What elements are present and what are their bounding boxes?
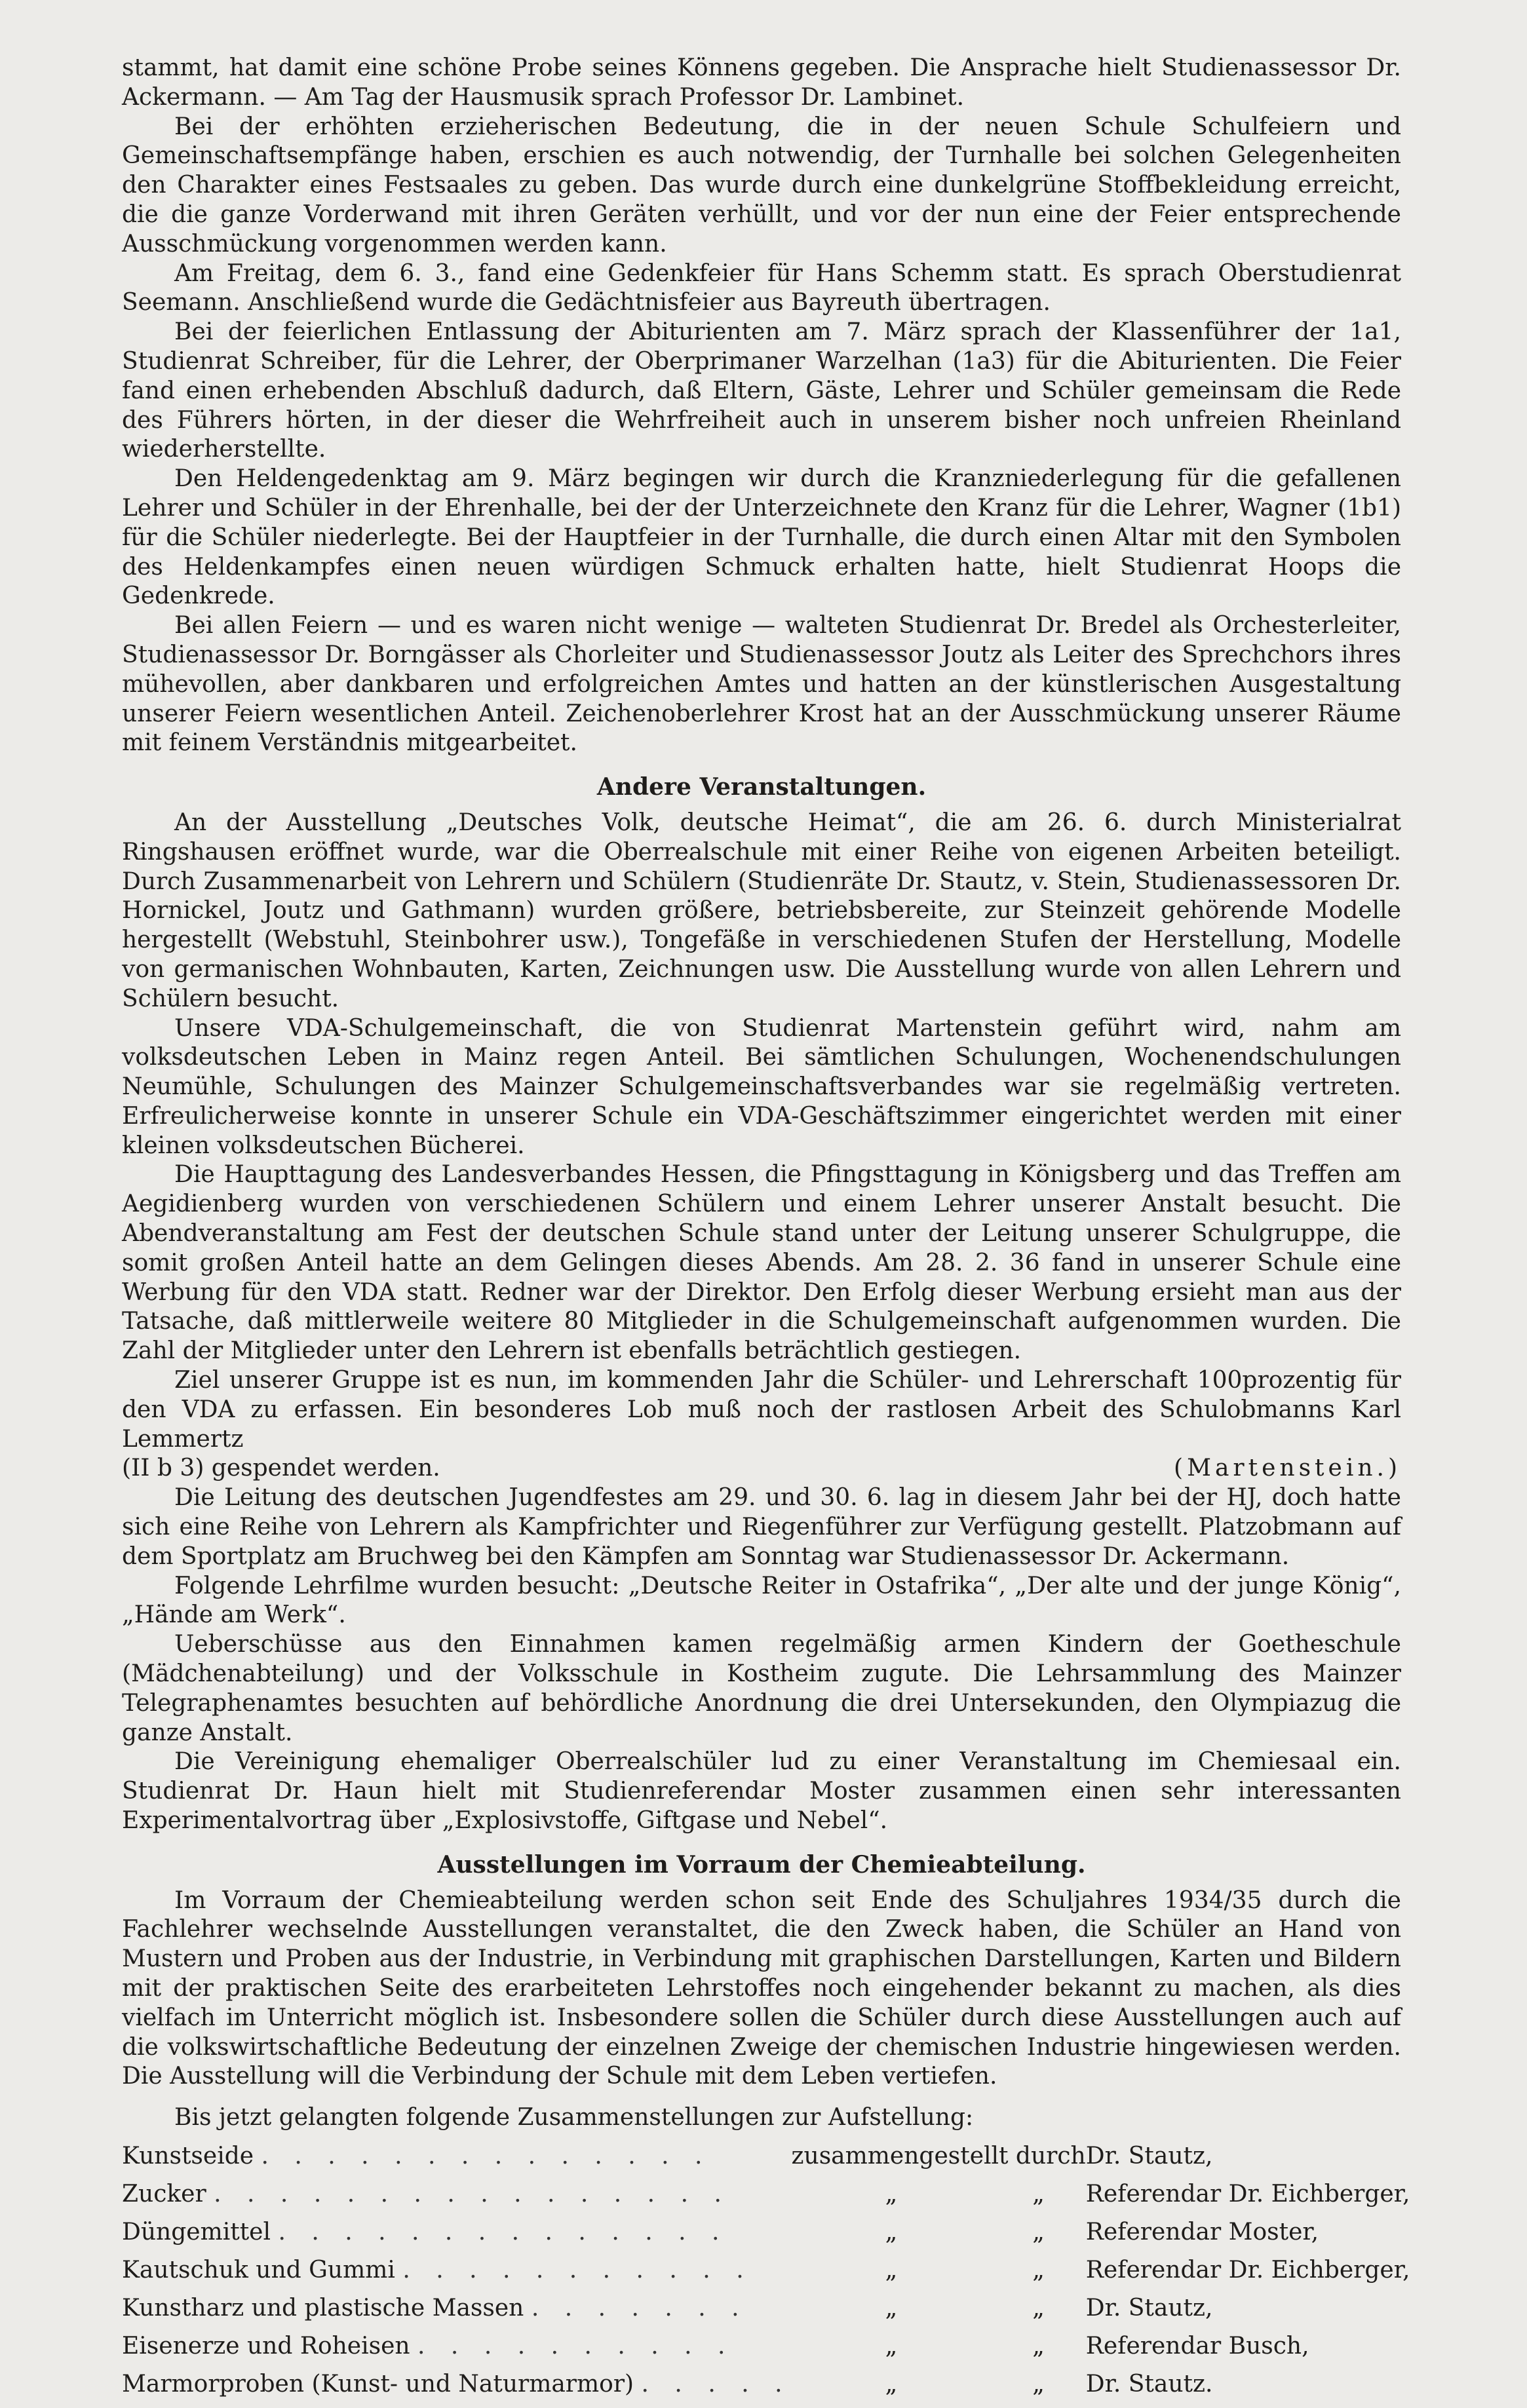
leader-dots: . . . . . . . . . . — [417, 2332, 735, 2360]
exhibit-author: Referendar Dr. Eichberger, — [1085, 2180, 1410, 2207]
exhibit-name: Kunstseide — [122, 2142, 254, 2169]
vda-goal-end: (II b 3) gespendet werden. — [122, 1455, 440, 1482]
ditto-mark: „ — [1032, 2180, 1045, 2207]
exhibit-author: Referendar Dr. Eichberger, — [1085, 2256, 1410, 2284]
paragraph: Am Freitag, dem 6. 3., fand eine Gedenkfeier für Hans Schemm statt. Es sprach Oberstudienrat Seemann. Anschließend wurde die Gedächtnisfeier aus Bayreuth übertragen. — [122, 259, 1401, 316]
paragraph: Ueberschüsse aus den Einnahmen kamen regelmäßig armen Kindern der Goetheschule (Mädchenabteilung) und der Volksschule in Kostheim zugute. Die Lehrsammlung des Mainzer Telegraphenamtes besuchten auf behördliche Anordnung die drei Untersekunden, den Olympiazug die ganze Anstalt. — [122, 1631, 1401, 1746]
exhibit-name: Kunstharz und plastische Massen — [122, 2294, 524, 2322]
ditto-mark: „ — [1032, 2218, 1045, 2246]
exhibit-author: Dr. Stautz, — [1085, 2294, 1213, 2322]
exhibit-name: Zucker — [122, 2180, 206, 2207]
exhibit-list — [122, 2142, 1410, 2408]
ditto-mark: „ — [1032, 2332, 1045, 2360]
leader-dots: . . . . . . . . . . . . . . — [261, 2142, 712, 2169]
list-item — [122, 2256, 1410, 2294]
exhibit-name: Marmorproben (Kunst- und Naturmarmor) — [122, 2370, 634, 2398]
ditto-mark: „ — [1032, 2294, 1045, 2322]
paragraph: Folgende Lehrfilme wurden besucht: „Deutsche Reiter in Ostafrika“, „Der alte und der junge König“, „Hände am Werk“. — [122, 1572, 1401, 1629]
ditto-mark: „ — [1032, 2370, 1045, 2398]
section-heading-exhibitions: Ausstellungen im Vorraum der Chemieabteilung. — [437, 1850, 1086, 1879]
paragraph: Unsere VDA-Schulgemeinschaft, die von Studienrat Martenstein geführt wird, nahm am volksdeutschen Leben in Mainz regen Anteil. Bei sämtlichen Schulungen, Wochenendschulungen Neumühle, Schulungen des Mainzer Schulgemeinschaftsverbandes war sie regelmäßig vertreten. Erfreulicherweise konnte in unserer Schule ein VDA-Geschäftszimmer eingerichtet werden mit einer kleinen volksdeutschen Bücherei. — [122, 1014, 1401, 1159]
vda-signature-row — [122, 1454, 1401, 1483]
leader-dots: . . . . . . . . . . . . . . — [278, 2218, 729, 2246]
list-item — [122, 2370, 1410, 2408]
list-item — [122, 2218, 1410, 2256]
list-item — [122, 2332, 1410, 2370]
exhibit-author: Dr. Stautz, — [1085, 2142, 1213, 2169]
paragraph: Die Leitung des deutschen Jugendfestes am 29. und 30. 6. lag in diesem Jahr bei der HJ, doch hatte sich eine Reihe von Lehrern als Kampfrichter und Riegenführer zur Verfügung gestellt. Platzobmann auf dem Sportplatz am Bruchweg bei den Kämpfen am Sonntag war Studienassessor Dr. Ackermann. — [122, 1484, 1401, 1570]
section-heading-other-events: Andere Veranstaltungen. — [596, 773, 927, 801]
exhibit-author: Dr. Stautz. — [1085, 2370, 1213, 2398]
leader-dots: . . . . . . . . . . . . . . . . — [214, 2180, 731, 2207]
paragraph: Bis jetzt gelangten folgende Zusammenstellungen zur Aufstellung: — [174, 2104, 974, 2131]
ditto-mark: „ — [1032, 2256, 1045, 2284]
exhibit-name: Düngemittel — [122, 2218, 271, 2246]
signature: (Martenstein.) — [1174, 1455, 1401, 1482]
exhibit-author: Referendar Busch, — [1085, 2332, 1309, 2360]
ditto-mark: „ — [885, 2218, 898, 2246]
paragraph: Die Vereinigung ehemaliger Oberrealschüler lud zu einer Veranstaltung im Chemiesaal ein. Studienrat Dr. Haun hielt mit Studienreferendar Moster zusammen einen sehr interessanten Experimentalvortrag über „Explosivstoffe, Giftgase und Nebel“. — [122, 1748, 1401, 1835]
ditto-mark: „ — [885, 2294, 898, 2322]
document-body — [122, 54, 1410, 2408]
exhibit-name: Kautschuk und Gummi — [122, 2256, 395, 2284]
paragraph: Im Vorraum der Chemieabteilung werden schon seit Ende des Schuljahres 1934/35 durch die Fachlehrer wechselnde Ausstellungen veranstaltet, die den Zweck haben, die Schüler an Hand von Mustern und Proben aus der Industrie, in Verbindung mit graphischen Darstellungen, Karten und Bildern mit der praktischen Seite des erarbeiteten Lehrstoffes noch eingehender bekannt zu machen, als dies vielfach im Unterricht möglich ist. Insbesondere sollen die Schüler durch diese Ausstellungen auch auf die volkswirtschaftliche Bedeutung der einzelnen Zweige der chemischen Industrie hingewiesen werden. Die Ausstellung will die Verbindung der Schule mit dem Leben vertiefen. — [122, 1886, 1401, 2090]
leader-dots: . . . . . . . — [531, 2294, 748, 2322]
paragraph: An der Ausstellung „Deutsches Volk, deutsche Heimat“, die am 26. 6. durch Ministerialrat Ringshausen eröffnet wurde, war die Oberrealschule mit einer Reihe von eigenen Arbeiten beteiligt. Durch Zusammenarbeit von Lehrern und Schülern (Studienräte Dr. Stautz, v. Stein, Studienassessoren Dr. Hornickel, Joutz und Gathmann) wurden größere, betriebsbereite, zur Steinzeit gehörende Modelle hergestellt (Webstuhl, Steinbohrer usw.), Tongefäße in verschiedenen Stufen der Herstellung, Modelle von germanischen Wohnbauten, Karten, Zeichnungen usw. Die Ausstellung wurde von allen Lehrern und Schülern besucht. — [122, 809, 1401, 1012]
exhibit-name: Eisenerze und Roheisen — [122, 2332, 410, 2360]
paragraph: Ziel unserer Gruppe ist es nun, im kommenden Jahr die Schüler- und Lehrerschaft 100prozentig für den VDA zu erfassen. Ein besonderes Lob muß noch der rastlosen Arbeit des Schulobmanns Karl Lemmertz — [122, 1367, 1401, 1453]
ditto-mark: „ — [885, 2256, 898, 2284]
paragraph: stammt, hat damit eine schöne Probe seines Könnens gegeben. Die Ansprache hielt Studienassessor Dr. Ackermann. — Am Tag der Hausmusik sprach Professor Dr. Lambinet. — [122, 54, 1401, 111]
paragraph: Bei der feierlichen Entlassung der Abiturienten am 7. März sprach der Klassenführer der 1a1, Studienrat Schreiber, für die Lehrer, der Oberprimaner Warzelhan (1a3) für die Abiturienten. Die Feier fand einen erhebenden Abschluß dadurch, daß Eltern, Gäste, Lehrer und Schüler gemeinsam die Rede des Führers hörten, in der dieser die Wehrfreiheit auch in unserem bisher noch unfreien Rheinland wiederherstellte. — [122, 318, 1401, 463]
paragraph: Bei der erhöhten erzieherischen Bedeutung, die in der neuen Schule Schulfeiern und Gemeinschaftsempfänge haben, erschien es auch notwendig, der Turnhalle bei solchen Gelegenheiten den Charakter eines Festsaales zu geben. Das wurde durch eine dunkelgrüne Stoffbekleidung erreicht, die die ganze Vorderwand mit ihren Geräten verhüllt, und vor der nun eine der Feier entsprechende Ausschmückung vorgenommen werden kann. — [122, 113, 1401, 258]
exhibit-author: Referendar Moster, — [1085, 2218, 1319, 2246]
list-item — [122, 2294, 1410, 2332]
list-item — [122, 2180, 1410, 2218]
paragraph: Den Heldengedenktag am 9. März begingen wir durch die Kranzniederlegung für die gefallenen Lehrer und Schüler in der Ehrenhalle, bei der der Unterzeichnete den Kranz für die Lehrer, Wagner (1b1) für die Schüler niederlegte. Bei der Hauptfeier in der Turnhalle, die durch einen Altar mit den Symbolen des Heldenkampfes einen neuen würdigen Schmuck erhalten hatte, hielt Studienrat Hoops die Gedenkrede. — [122, 465, 1401, 610]
compiled-by: zusammengestellt durch — [791, 2142, 1086, 2169]
leader-dots: . . . . . . . . . . . — [402, 2256, 753, 2284]
paragraph: Bei allen Feiern — und es waren nicht wenige — walteten Studienrat Dr. Bredel als Orchesterleiter, Studienassessor Dr. Borngässer als Chorleiter und Studienassessor Joutz als Leiter des Sprechchors ihres mühevollen, aber dankbaren und erfolgreichen Amtes und hatten an der künstlerischen Ausgestaltung unserer Feiern wesentlichen Anteil. Zeichenoberlehrer Krost hat an der Ausschmückung unserer Räume mit feinem Verständnis mitgearbeitet. — [122, 612, 1401, 757]
list-item — [122, 2142, 1410, 2180]
ditto-mark: „ — [885, 2180, 898, 2207]
ditto-mark: „ — [885, 2370, 898, 2398]
ditto-mark: „ — [885, 2332, 898, 2360]
leader-dots: . . . . . — [641, 2370, 792, 2398]
paragraph: Die Haupttagung des Landesverbandes Hessen, die Pfingsttagung in Königsberg und das Treffen am Aegidienberg wurden von verschiedenen Schülern und einem Lehrer unserer Anstalt besucht. Die Abendveranstaltung am Fest der deutschen Schule stand unter der Leitung unserer Schulgruppe, die somit großen Anteil hatte an dem Gelingen dieses Abends. Am 28. 2. 36 fand in unserer Schule eine Werbung für den VDA statt. Redner war der Direktor. Den Erfolg dieser Werbung ersieht man aus der Tatsache, daß mittlerweile weitere 80 Mitglieder in die Schulgemeinschaft aufgenommen wurden. Die Zahl der Mitglieder unter den Lehrern ist ebenfalls beträchtlich gestiegen. — [122, 1161, 1401, 1365]
